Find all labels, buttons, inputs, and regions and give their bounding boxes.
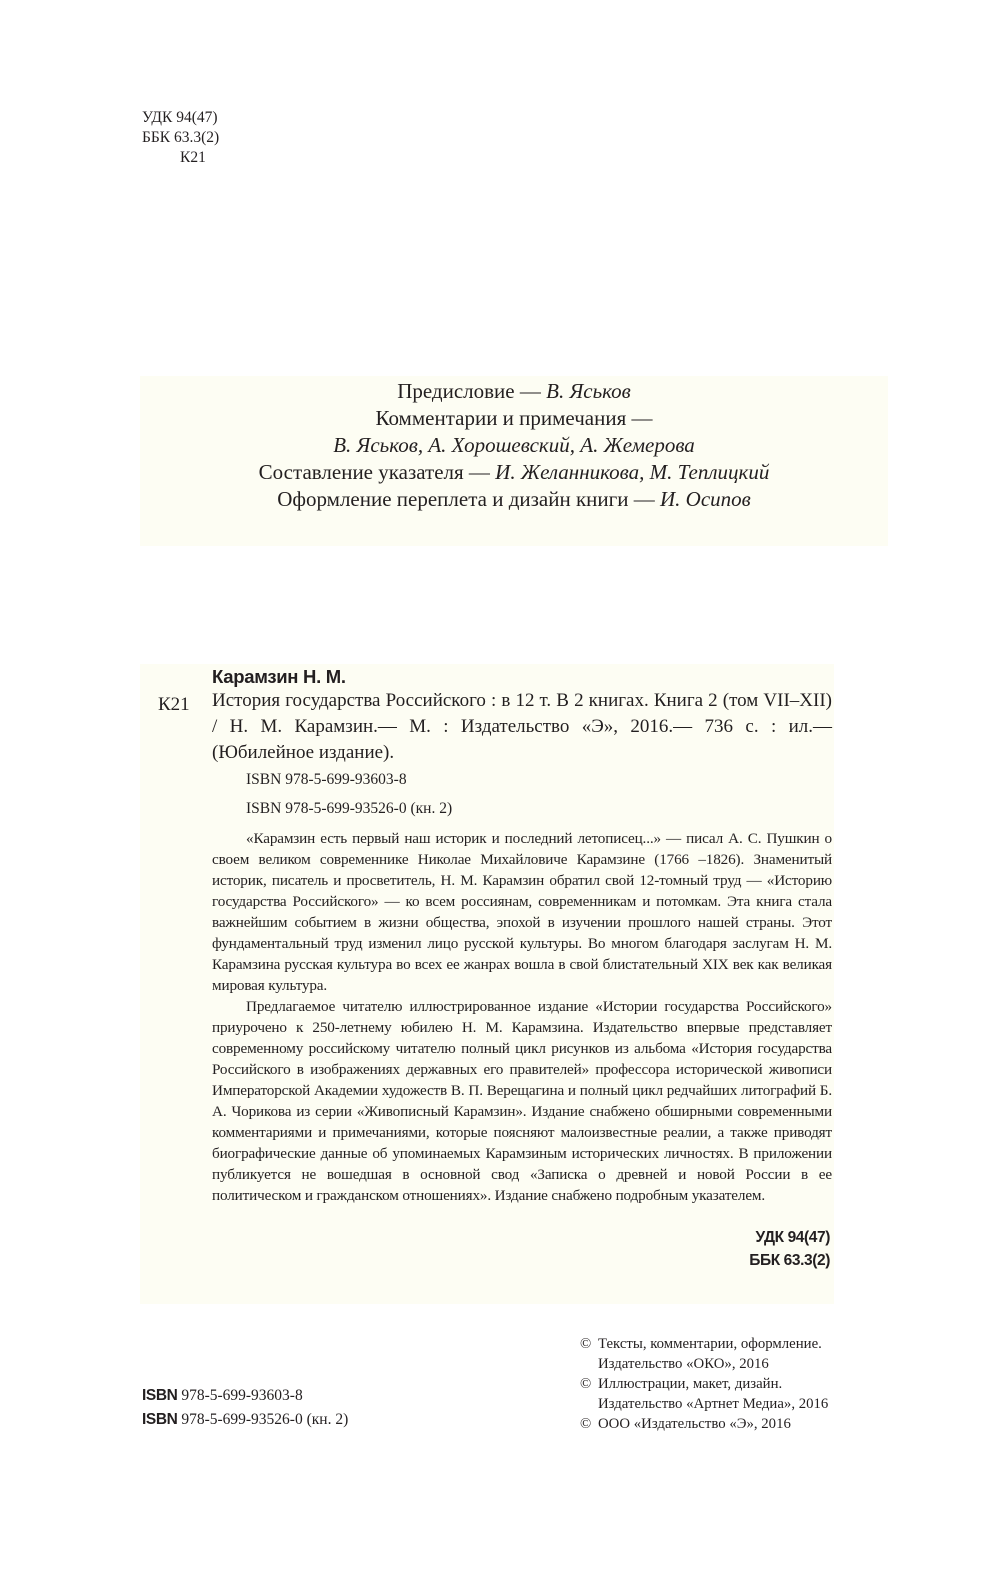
card-isbn-volume: ISBN 978-5-699-93526-0 (кн. 2) xyxy=(246,800,453,817)
copyright-publisher: © ООО «Издательство «Э», 2016 xyxy=(580,1416,791,1432)
credit-comments-label: Комментарии и примечания — xyxy=(375,406,653,430)
copyright-symbol: © xyxy=(580,1376,592,1392)
annotation-paragraph-1: «Карамзин есть первый наш историк и последний летописец...» — писал А. С. Пушкин о своем великом современнике Николае Михайловиче Карамзине (1766 –1826). Знаменитый историк, писатель и просветитель, Н. М. Карамзин обратил свой 12-томный труд — «Историю государства Российского» — ко всем россиянам, современникам и потомкам. Эта книга стала важнейшим событием в жизни общества, эпохой в изучении прошлого нашей страны. Этот фундаментальный труд изменил лицо русской культуры. Во многом благодаря заслугам Н. М. Карамзина русская культура во всех ее жанрах вошла в свой блистательный XIX век как великая мировая культура. xyxy=(212,830,832,994)
card-bbk: ББК 63.3(2) xyxy=(749,1252,830,1269)
copyright-symbol: © xyxy=(580,1416,592,1432)
author-mark: К21 xyxy=(180,149,206,166)
classification-block xyxy=(142,108,219,168)
credit-comments-names: В. Яськов, А. Хорошевский, А. Жемерова xyxy=(333,433,695,457)
credit-preface: Предисловие — В. Яськов xyxy=(397,379,631,403)
bbk-code: ББК 63.3(2) xyxy=(142,129,220,146)
isbn-set: ISBN 978-5-699-93603-8 xyxy=(142,1387,303,1404)
copyright-block xyxy=(580,1334,828,1434)
card-classification xyxy=(700,1226,830,1272)
isbn-volume: ISBN 978-5-699-93526-0 (кн. 2) xyxy=(142,1411,349,1428)
card-author: Карамзин Н. М. xyxy=(212,666,346,687)
credit-design: Оформление переплета и дизайн книги — И. Осипов xyxy=(277,487,751,511)
card-udk: УДК 94(47) xyxy=(755,1229,830,1246)
copyright-symbol: © xyxy=(580,1336,592,1352)
card-isbn-set: ISBN 978-5-699-93603-8 xyxy=(246,771,407,788)
copyright-illustrations: © Иллюстрации, макет, дизайн. Издательство «Артнет Медиа», 2016 xyxy=(580,1376,829,1412)
credits-panel xyxy=(140,376,888,546)
card-author-mark: К21 xyxy=(158,694,190,715)
udk-code: УДК 94(47) xyxy=(142,109,218,126)
card-title: История государства Российского : в 12 т. В 2 книгах. Книга 2 (том VII–XII) / Н. М. Карамзин.— М. : Издательство «Э», 2016.— 736 с. : ил.— (Юбилейное издание). xyxy=(212,690,832,763)
annotation-paragraph-2: Предлагаемое читателю иллюстрированное издание «Истории государства Российского» приурочено к 250-летнему юбилею Н. М. Карамзина. Издательство впервые представляет современному российскому читателю полный цикл рисунков из альбома «История государства Российского в изображениях державных его правителей» профессора исторической живописи Императорской Академии художеств В. П. Верещагина и полный цикл редчайших литографий Б. А. Чорикова из серии «Живописный Карамзин». Издание снабжено обширными современными комментариями и примечаниями, которые поясняют малоизвестные реалии, а также приводят биографические данные об упоминаемых Карамзиным исторических личностях. В приложении публикуется не вошедшая в основной свод «Записка о древней и новой России в ее политическом и гражданском отношениях». Издание снабжено подробным указателем. xyxy=(212,998,832,1204)
isbn-block xyxy=(142,1384,348,1432)
credit-index: Составление указателя — И. Желанникова, М. Теплицкий xyxy=(258,460,770,484)
copyright-texts: © Тексты, комментарии, оформление. Издательство «ОКО», 2016 xyxy=(580,1336,822,1372)
